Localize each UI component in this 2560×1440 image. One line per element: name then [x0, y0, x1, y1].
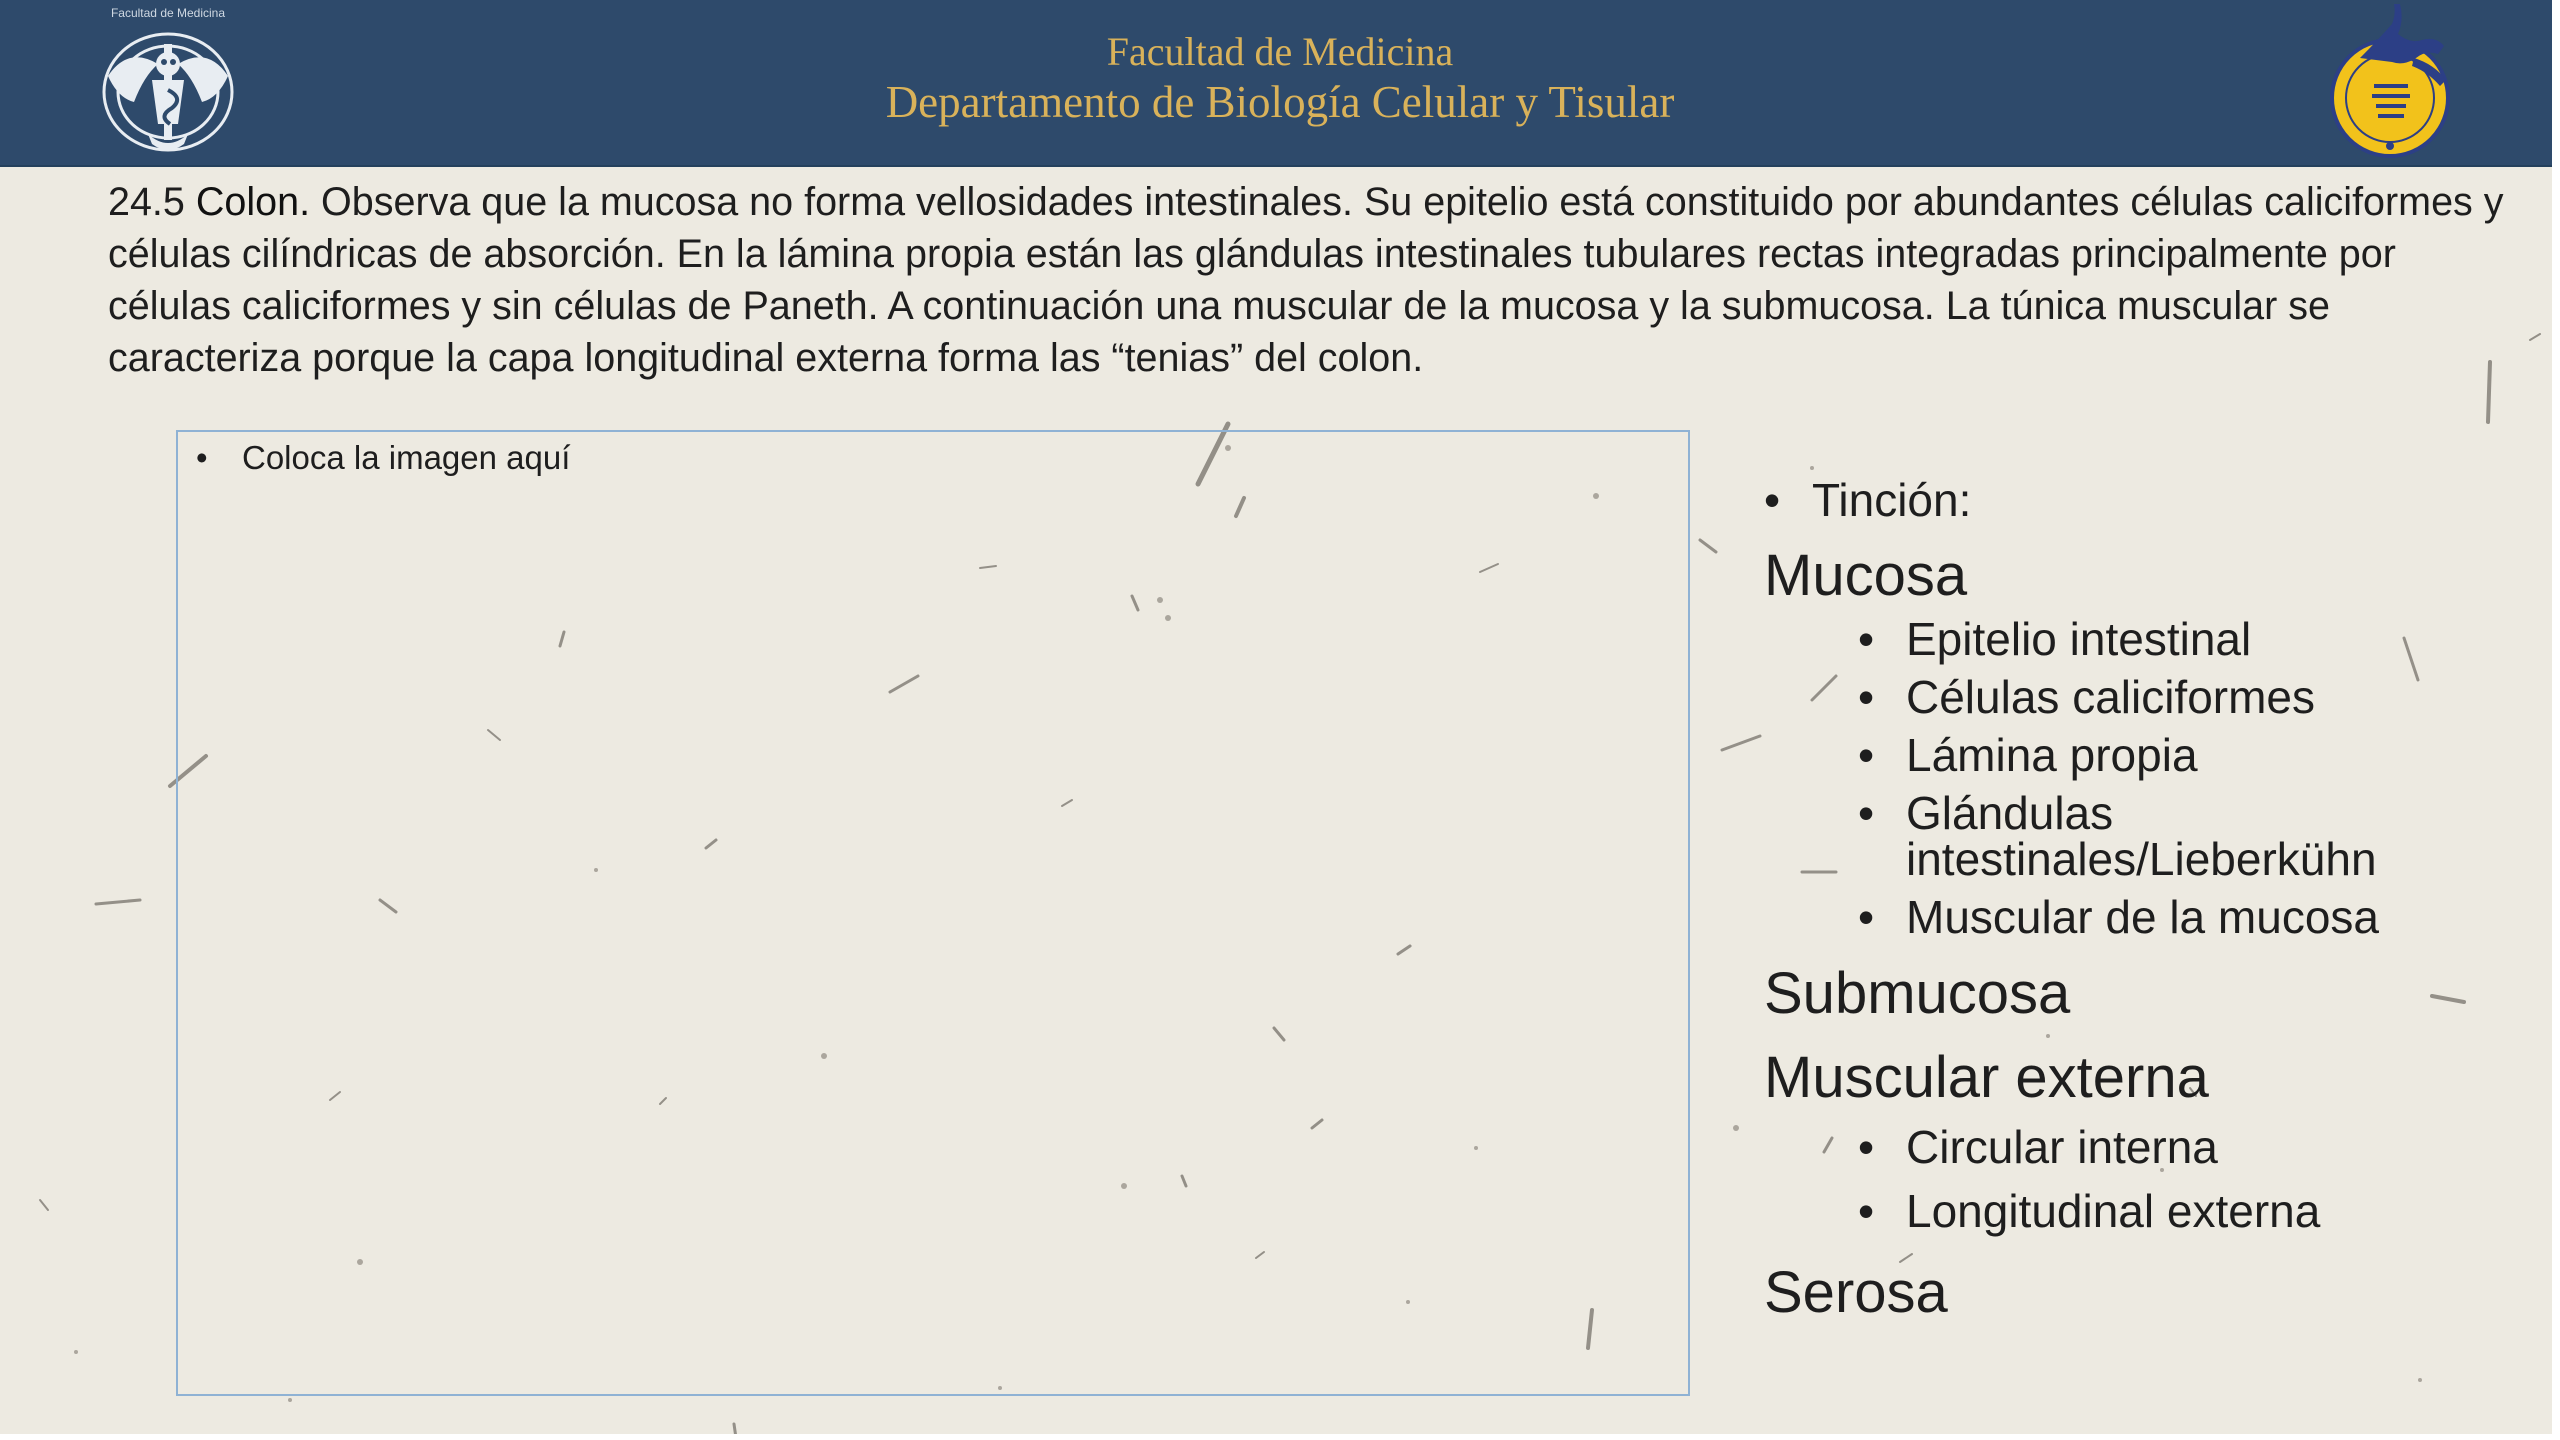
list-item — [1858, 613, 2252, 665]
list-item — [1858, 787, 2518, 885]
crest-caption: Facultad de Medicina — [110, 6, 226, 20]
bullet-icon: • — [1858, 1185, 1875, 1237]
list-item-label: Células caliciformes — [1906, 671, 2316, 723]
list-item — [1858, 891, 2379, 943]
list-item-label: Epitelio intestinal — [1906, 613, 2252, 665]
slide-edge-bottom — [0, 1434, 2560, 1440]
list-item-label: Lámina propia — [1906, 729, 2198, 781]
header-title-department: Departamento de Biología Celular y Tisular — [885, 77, 1675, 127]
intro-paragraph — [108, 176, 2508, 384]
section-title-serosa: Serosa — [1764, 1260, 1948, 1325]
section-title-mucosa: Mucosa — [1764, 543, 1968, 608]
section-title-submucosa: Submucosa — [1764, 961, 2071, 1026]
section-title-muscular-externa: Muscular externa — [1764, 1045, 2209, 1110]
bullet-icon: • — [1858, 787, 1875, 839]
section-heading: Colon. — [195, 180, 311, 224]
list-item-label: Glándulas intestinales/Lieberkühn — [1906, 787, 2377, 885]
bullet-icon: • — [196, 439, 208, 476]
header-title-faculty: Facultad de Medicina — [1106, 29, 1454, 74]
stain-label: Tinción: — [1812, 474, 1972, 526]
list-item-label: Longitudinal externa — [1906, 1185, 2321, 1237]
bullet-icon: • — [1858, 1121, 1875, 1173]
section-description: Observa que la mucosa no forma vellosidades intestinales. Su epitelio está constituido por abundantes células caliciformes y células cilíndricas de absorción. En la lámina propia están las glándulas intestinales tubulares rectas integradas principalmente por células caliciformes y sin células de Paneth. A continuación una muscular de la mucosa y la submucosa. La túnica muscular se caracteriza porque la capa longitudinal externa forma las “tenias” del colon. — [108, 180, 2504, 380]
bullet-icon: • — [1764, 474, 1781, 526]
bullet-icon: • — [1858, 613, 1875, 665]
bullet-icon: • — [1858, 729, 1875, 781]
stain-item — [1764, 472, 1971, 528]
list-item — [1858, 671, 2316, 723]
header-band — [0, 0, 2560, 167]
list-item — [1858, 1185, 2321, 1237]
list-item-label: Circular interna — [1906, 1121, 2218, 1173]
list-item — [1858, 729, 2198, 781]
list-item — [1858, 1121, 2218, 1173]
list-item-label: Muscular de la mucosa — [1906, 891, 2379, 943]
section-number: 24.5 — [108, 180, 185, 224]
department-seal-icon — [2318, 0, 2468, 162]
placeholder-prompt[interactable] — [196, 436, 570, 480]
bullet-icon: • — [1858, 671, 1875, 723]
bullet-icon: • — [1858, 891, 1875, 943]
image-placeholder-box[interactable] — [176, 430, 1690, 1396]
department-seal-logo — [2318, 0, 2468, 162]
slide-edge-right — [2552, 0, 2560, 1440]
placeholder-text: Coloca la imagen aquí — [242, 439, 571, 476]
